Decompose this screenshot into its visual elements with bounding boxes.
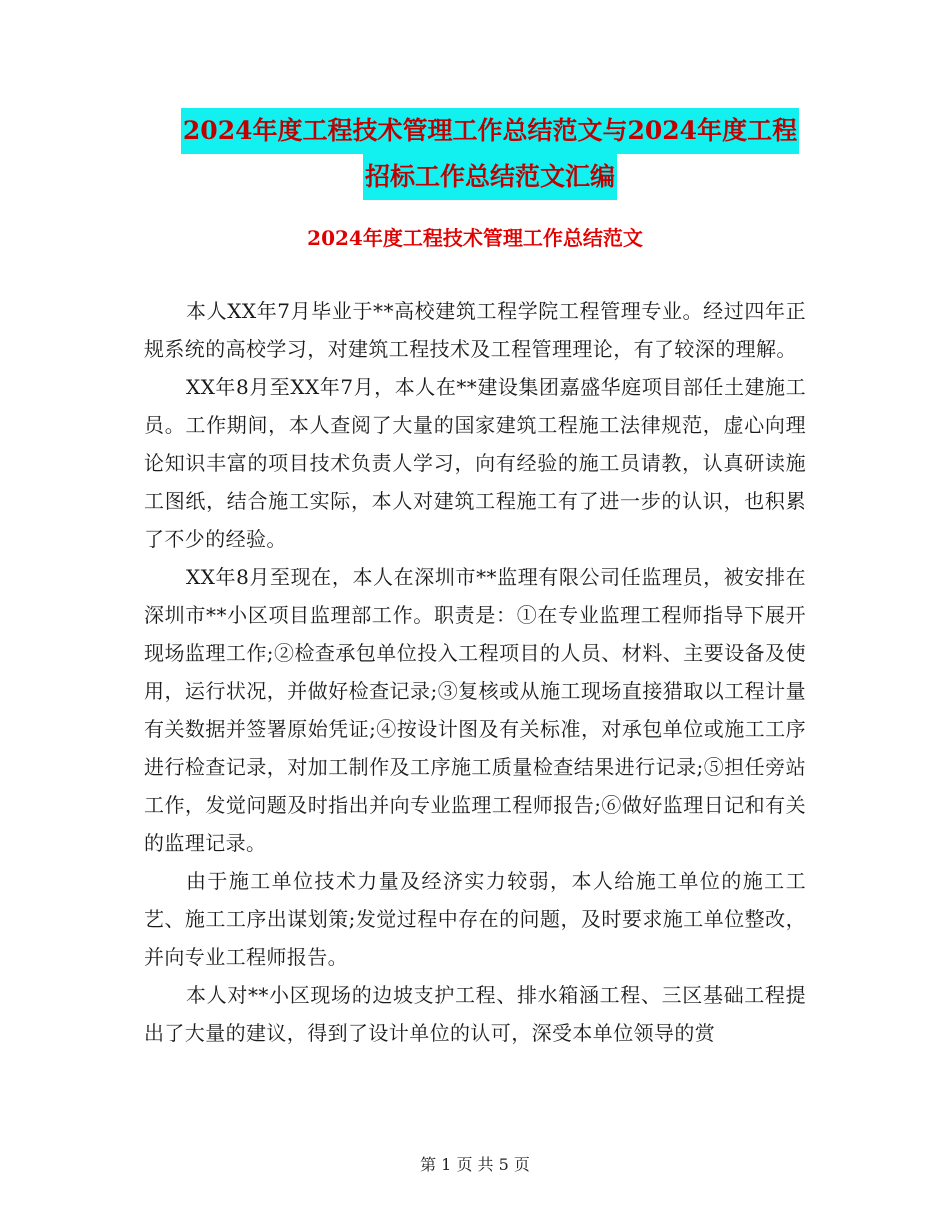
body-paragraph-3: XX年8月至现在，本人在深圳市**监理有限公司任监理员，被安排在深圳市**小区项目监理部工作。职责是：①在专业监理工程师指导下展开现场监理工作;②检查承包单位投入工程项目的人员、材料、主要设备及使用，运行状况，并做好检查记录;③复核或从施工现场直接猎取以工程计量有关数据并签署原始凭证;④按设计图及有关标准，对承包单位或施工工序进行检查记录，对加工制作及工序施工质量检查结果进行记录;⑤担任旁站工作，发觉问题及时指出并向专业监理工程师报告;⑥做好监理日记和有关的监理记录。: [144, 565, 806, 855]
body-paragraph-1: 本人XX年7月毕业于**高校建筑工程学院工程管理专业。经过四年正规系统的高校学习，对建筑工程技术及工程管理理论，有了较深的理解。: [144, 299, 806, 361]
page-number-footer: 第 1 页 共 5 页: [420, 1155, 530, 1174]
document-title: [150, 108, 830, 200]
document-title-line-1: 2024年度工程技术管理工作总结范文与2024年度工程: [181, 108, 799, 154]
body-paragraph-4: 由于施工单位技术力量及经济实力较弱，本人给施工单位的施工工艺、施工工序出谋划策;发觉过程中存在的问题，及时要求施工单位整改，并向专业工程师报告。: [144, 869, 806, 969]
section-title: 2024年度工程技术管理工作总结范文: [307, 226, 643, 250]
document-title-line-2: 招标工作总结范文汇编: [363, 154, 617, 200]
body-paragraph-5: 本人对**小区现场的边坡支护工程、排水箱涵工程、三区基础工程提出了大量的建议，得到了设计单位的认可，深受本单位领导的赏: [144, 983, 806, 1045]
document-body: [144, 292, 806, 1052]
body-paragraph-2: XX年8月至XX年7月，本人在**建设集团嘉盛华庭项目部任土建施工员。工作期间，本人查阅了大量的国家建筑工程施工法律规范，虚心向理论知识丰富的项目技术负责人学习，向有经验的施工员请教，认真研读施工图纸，结合施工实际，本人对建筑工程施工有了进一步的认识，也积累了不少的经验。: [144, 375, 806, 551]
